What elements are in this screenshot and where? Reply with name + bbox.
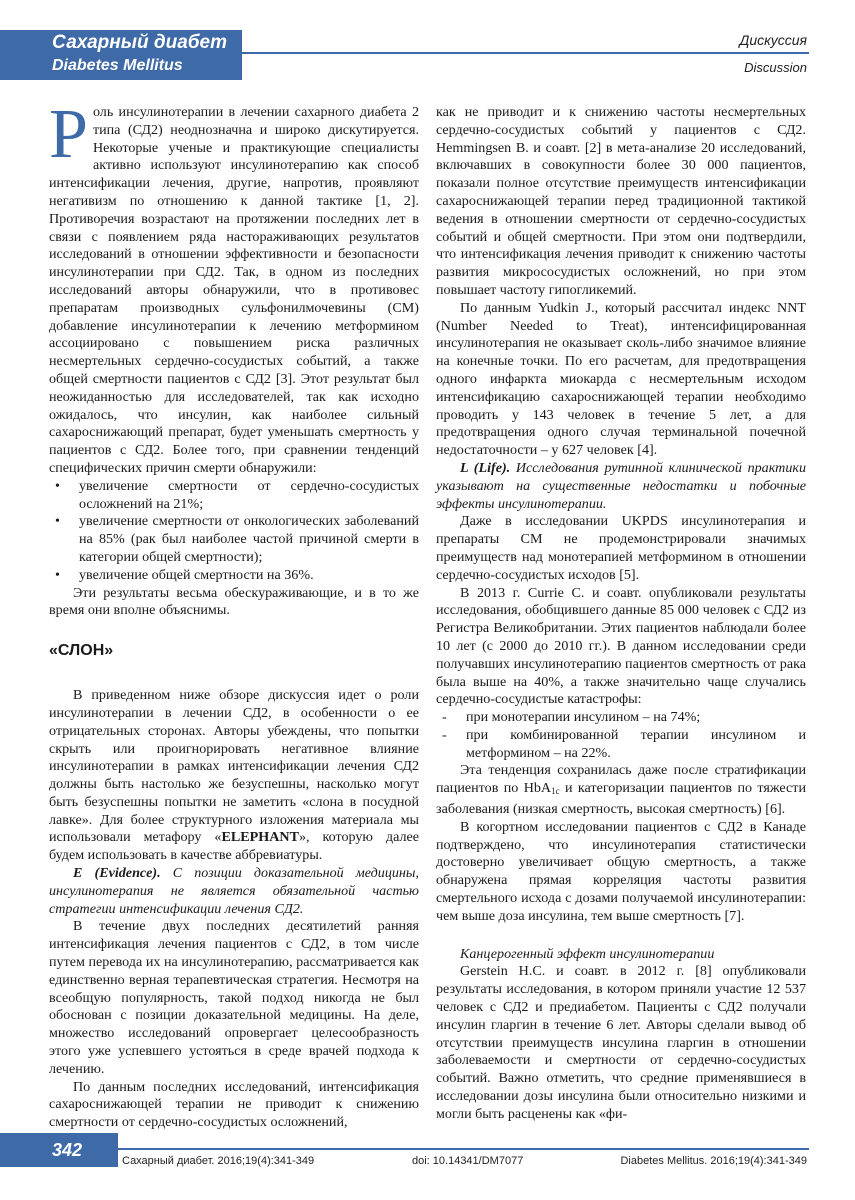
right-column (436, 104, 806, 1124)
paragraph: Gerstein H.C. и соавт. в 2012 г. [8] опубликовали результаты исследования, в котором приняли участие 12 537 человек с СД2 и предиабетом. Пациенты с СД2 получали инсулин гларгин в течение 6 лет. Авторы сделали вывод об отсутствии преимуществ инсулина гларгин в отношении заболеваемости и смертности от сердечно-сосудистых событий. Важно отметить, что средние применявшиеся в исследовании дозы инсулина были относительно низкими и могли быть расценены как «фи- (436, 963, 806, 1122)
life-text: Исследования рутинной клинической практики указывают на существенные недостатки и побочные эффекты инсулинотерапии. (436, 459, 806, 512)
page-number: 342 (52, 1140, 83, 1160)
subsection-heading: Канцерогенный эффект инсулинотерапии (460, 945, 715, 962)
journal-title-ru: Сахарный диабет (52, 32, 227, 53)
list-item (49, 513, 419, 566)
evidence-lead: E (Evidence). (73, 865, 161, 882)
list-item-text: увеличение общей смертности на 36%. (79, 566, 314, 583)
spacer (436, 926, 806, 936)
header-rule (242, 52, 809, 54)
left-column (49, 96, 419, 1132)
intro-text: оль инсулинотерапии в лечении сахарного диабета 2 типа (СД2) неоднозначна и широко дискутируется. Некоторые ученые и практикующие специалисты активно используют инсулинотерапию как способ интенсификации лечения, другие, напротив, проявляют негативизм по отношению к данной тактике [1, 2]. Противоречия возрастают на протяжении последних лет в связи с появлением ряда настораживающих результатов исследований в отношении эффективности и безопасности инсулинотерапии при СД2. Так, в одном из последних исследований авторы обнаружили, что в противовес препаратам производных сульфонилмочевины (СМ) добавление инсулинотерапии к лечению метформином ассоциировано с повышением риска различных несмертельных сердечно-сосудистых событий, а также общей смертности пациентов с СД2 [3]. Этот результат был неожиданностью для исследователей, так как исходно ожидалось, что инсулин, как наиболее сильный сахароснижающий препарат, будет уменьшать смертность у пациентов с СД2. Более того, при сравнении тенденций специфических причин смерти обнаружили: (49, 104, 419, 476)
footer-rule (118, 1148, 809, 1150)
mortality-bullet-list (49, 478, 419, 585)
paragraph-text: и категоризации пациентов по тяжести заболевания (низкая смертность, высокая смертность) [6]. (436, 780, 806, 818)
bullet-marker: • (55, 513, 60, 530)
list-item-text: увеличение смертности от онкологических заболеваний на 85% (рак был наиболее частой причиной смерти в категории общей смертности); (79, 513, 419, 565)
paragraph: В течение двух последних десятилетий ранняя интенсификация лечения пациентов с СД2, в том числе путем перевода их на инсулинотерапию, рассматривается как единственно верная терапевтическая стратегия. Несмотря на всеобщую популярность, такой подход никогда не был обоснован с позиции доказательной медицины. На деле, множество исследований опровергает целесообразность этого уже успевшего устояться в среде врачей подхода к лечению. (49, 918, 419, 1077)
citation-en: Diabetes Mellitus. 2016;19(4):341-349 (620, 1155, 807, 1167)
paragraph: Эти результаты весьма обескураживающие, и в то же время они вполне объяснимы. (49, 584, 419, 619)
paragraph: В когортном исследовании пациентов с СД2 в Канаде подтверждено, что инсулинотерапия статистически достоверно увеличивает общую смертность, а также обнаружена прямая корреляция частоты развития смертельного исхода с дозами получаемой инсулинотерапии: чем выше доза инсулина, тем выше смертность [7]. (436, 818, 806, 924)
paragraph: По данным Yudkin J., который рассчитал индекс NNT (Number Needed to Treat), интенсифицированная инсулинотерапия не оказывает сколь-либо значимое влияние на конечные точки. По его расчетам, для предотвращения одного инфаркта миокарда с несмертельным исходом интенсификацию сахароснижающей терапии необходимо проводить у 143 человек в течение 5 лет, а для предотвращения одного случая терминальной почечной недостаточности – у 627 человек [4]. (436, 299, 806, 459)
section-label-ru: Дискуссия (739, 32, 807, 48)
section-label-en: Discussion (744, 60, 807, 75)
bullet-marker: • (55, 566, 60, 583)
list-item (49, 567, 419, 585)
hba1c-subscript: 1c (551, 786, 560, 797)
paragraph (49, 687, 419, 865)
doi: doi: 10.14341/DM7077 (412, 1155, 524, 1167)
life-lead: L (Life). (460, 459, 511, 476)
intro-paragraph (49, 96, 419, 478)
drop-cap: Р (49, 96, 88, 173)
elephant-acronym: ELEPHANT (221, 829, 299, 846)
dash-marker: - (442, 709, 447, 726)
journal-title-en: Diabetes Mellitus (52, 57, 183, 74)
paragraph: как не приводит и к снижению частоты несмертельных сердечно-сосудистых событий у пациентов с СД2. Hemmingsen B. и соавт. [2] в мета-анализе 20 исследований, включавших в совокупности более 30 000 пациентов, показали полное отсутствие преимуществ интенсификации сахароснижающей терапии перед традиционной тактикой ведения в отношении смертности от сердечно-сосудистых событий и общей смертности. При этом они подтвердили, что интенсификация лечения приводит к снижению частоты развития микрососудистых осложнений, но при этом повышает частоту гипогликемий. (436, 104, 806, 298)
paragraph-text: », которую далее будем использовать в качестве аббревиатуры. (49, 829, 419, 864)
page-number-box (0, 1133, 118, 1167)
dash-marker: - (442, 726, 447, 743)
paragraph: В 2013 г. Currie C. и соавт. опубликовали результаты исследования, обобщившего данные 85 000 человек с СД2 из Регистра Великобритании. Этих пациентов наблюдали более 10 лет (с 2000 до 2010 гг.). В данном исследовании среди получавших инсулинотерапию пациентов смертность от рака была выше на 40%, а также значительно чаще случались сердечно-сосудистые катастрофы: (436, 584, 806, 708)
evidence-text: С позиции доказательной медицины, инсулинотерапия не является обязательной частью стратегии интенсификации лечения СД2. (49, 865, 419, 917)
life-statement (436, 460, 806, 513)
list-item-text: при монотерапии инсулином – на 74%; (466, 709, 701, 726)
citation-ru: Сахарный диабет. 2016;19(4):341-349 (122, 1155, 315, 1167)
section-heading: «СЛОН» (49, 642, 114, 660)
paragraph (436, 762, 806, 818)
bullet-marker: • (55, 477, 60, 494)
list-item (436, 709, 806, 727)
paragraph: По данным последних исследований, интенсификация сахароснижающей терапии не приводит к снижению смертности от сердечно-сосудистых осложнений, (49, 1078, 419, 1131)
paragraph-text: Эта тенденция сохранилась даже после стратификации пациентов по HbA (436, 762, 806, 797)
dash-list (436, 709, 806, 762)
paragraph: Даже в исследовании UKPDS инсулинотерапия и препараты СМ не продемонстрировали значимых преимуществ над монотерапией метформином в отношении сердечно-сосудистых исходов [5]. (436, 513, 806, 583)
list-item-text: при комбинированной терапии инсулином и метформином – на 22%. (466, 726, 806, 761)
list-item-text: увеличение смертности от сердечно-сосудистых осложнений на 21%; (79, 477, 419, 512)
list-item (436, 727, 806, 763)
paragraph-text: В приведенном ниже обзоре дискуссия идет о роли инсулинотерапии в лечении СД2, в особенности о ее отрицательных сторонах. Авторы убеждены, что попытки скрыть или проигнорировать негативное влияние инсулинотерапии в рамках интенсификации лечения СД2 должны быть настолько же безуспешны, насколько могут быть безуспешны попытки не заметить «слона в посудной лавке». Для более структурного изложения материала мы использовали метафору « (49, 687, 419, 846)
evidence-statement (49, 865, 419, 918)
journal-title-banner (0, 30, 242, 80)
list-item (49, 478, 419, 514)
